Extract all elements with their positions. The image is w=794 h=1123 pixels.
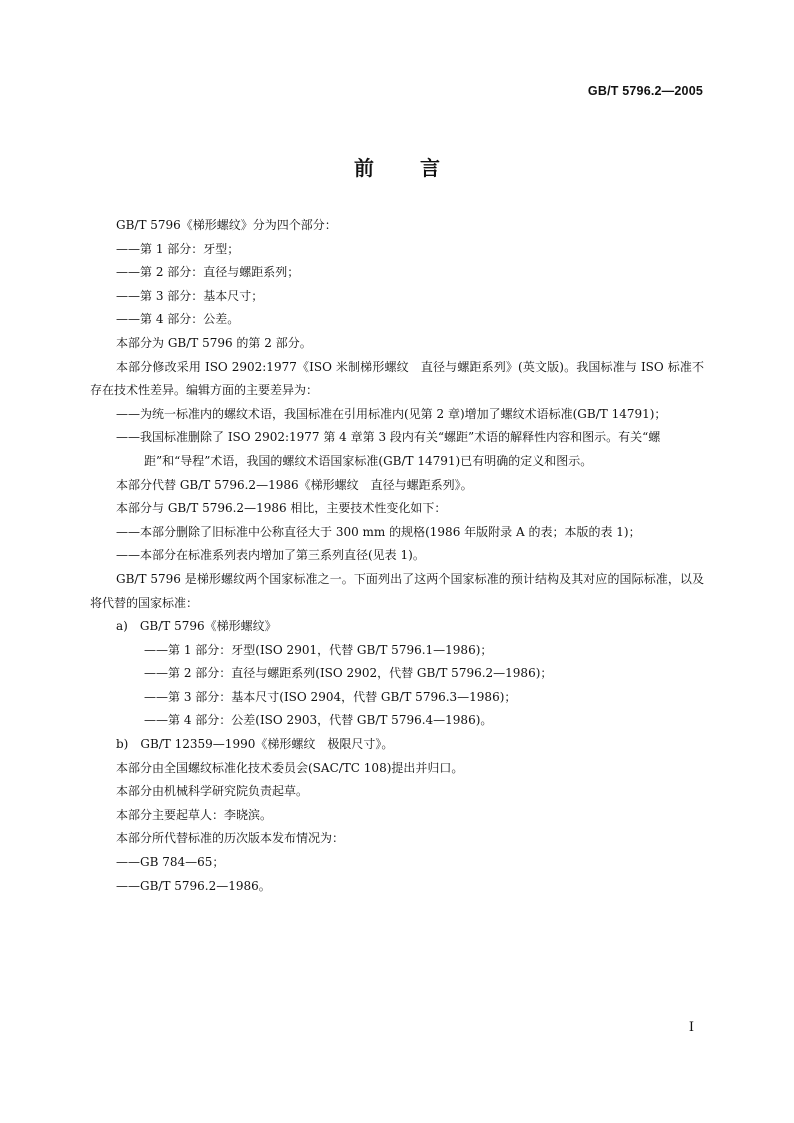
paragraph-structure: GB/T 5796 是梯形螺纹两个国家标准之一。下面列出了这两个国家标准的预计结构及其对应的国际标准，以及将代替的国家标准： xyxy=(90,571,704,610)
paragraph-iso-adoption: 本部分修改采用 ISO 2902:1977《ISO 米制梯形螺纹 直径与螺距系列》(英文版)。我国标准与 ISO 标准不存在技术性差异。编辑方面的主要差异为： xyxy=(90,359,704,398)
list-item-part2: ——第 2 部分：直径与螺距系列； xyxy=(116,265,300,280)
page-number: I xyxy=(688,1020,694,1035)
list-item-part4: ——第 4 部分：公差。 xyxy=(116,312,240,327)
sublist-item-part1: ——第 1 部分：牙型(ISO 2901，代替 GB/T 5796.1—1986)； xyxy=(144,642,493,657)
paragraph-scope: 本部分为 GB/T 5796 的第 2 部分。 xyxy=(116,335,312,350)
foreword-body xyxy=(90,214,704,898)
list-item-a: a) GB/T 5796《梯形螺纹》 xyxy=(116,619,277,634)
paragraph-proposed-by: 本部分由全国螺纹标准化技术委员会(SAC/TC 108)提出并归口。 xyxy=(116,760,464,775)
list-item-difference-1: ——为统一标准内的螺纹术语，我国标准在引用标准内(见第 2 章)增加了螺纹术语标准(GB/T 14791)； xyxy=(116,406,667,421)
list-item-part3: ——第 3 部分：基本尺寸； xyxy=(116,288,264,303)
paragraph-changes: 本部分与 GB/T 5796.2—1986 相比，主要技术性变化如下： xyxy=(116,501,447,516)
paragraph-supersedes: 本部分代替 GB/T 5796.2—1986《梯形螺纹 直径与螺距系列》。 xyxy=(116,477,473,492)
list-item-change-2: ——本部分在标准系列表内增加了第三系列直径(见表 1)。 xyxy=(116,548,425,563)
list-item-part1: ——第 1 部分：牙型； xyxy=(116,241,240,256)
page-title: 前言 xyxy=(354,156,486,180)
list-item-difference-2: ——我国标准删除了 ISO 2902:1977 第 4 章第 3 段内有关“螺距”术语的解释性内容和图示。有关“螺距”和“导程”术语，我国的螺纹术语国家标准(GB/T 14791)已有明确的定义和图示。 xyxy=(116,430,661,468)
paragraph-drafters: 本部分主要起草人：李晓滨。 xyxy=(116,807,273,822)
list-item-change-1: ——本部分删除了旧标准中公称直径大于 300 mm 的规格(1986 年版附录 A 的表；本版的表 1)； xyxy=(116,524,641,539)
sublist-item-part2: ——第 2 部分：直径与螺距系列(ISO 2902，代替 GB/T 5796.2—1986)； xyxy=(144,666,553,681)
sublist-item-part3: ——第 3 部分：基本尺寸(ISO 2904，代替 GB/T 5796.3—1986)； xyxy=(144,689,517,704)
standard-code: GB/T 5796.2—2005 xyxy=(587,84,703,98)
list-item-history-1: ——GB 784—65； xyxy=(116,855,225,870)
paragraph-intro: GB/T 5796《梯形螺纹》分为四个部分： xyxy=(116,218,337,232)
paragraph-drafted-by: 本部分由机械科学研究院负责起草。 xyxy=(116,784,309,799)
paragraph-history: 本部分所代替标准的历次版本发布情况为： xyxy=(116,831,345,846)
sublist-item-part4: ——第 4 部分：公差(ISO 2903，代替 GB/T 5796.4—1986)。 xyxy=(144,713,493,728)
list-item-history-2: ——GB/T 5796.2—1986。 xyxy=(116,878,271,893)
list-item-b: b) GB/T 12359—1990《梯形螺纹 极限尺寸》。 xyxy=(116,737,394,752)
